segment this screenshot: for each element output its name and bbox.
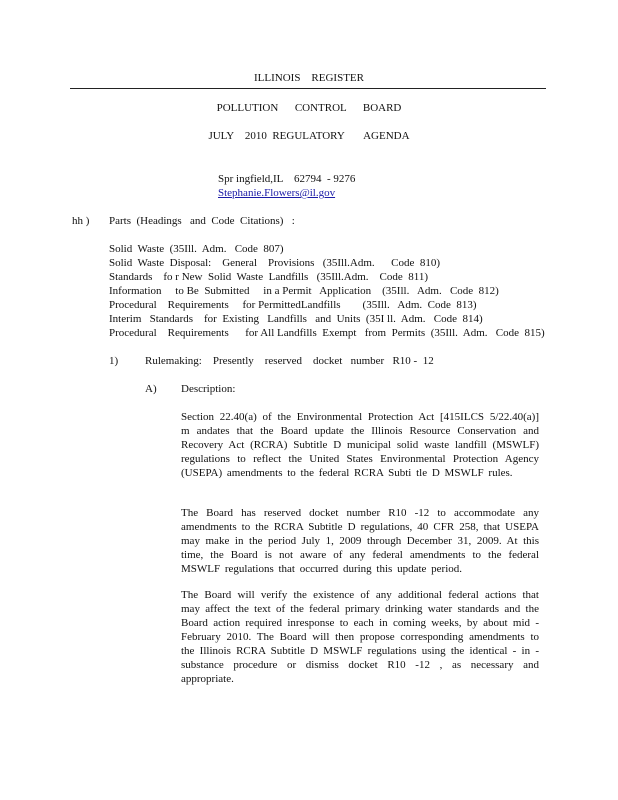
- agenda-title: JULY 2010 REGULATORY AGENDA: [208, 130, 410, 142]
- description-paragraph: The Board will verify the existence of any additional federal actions that may affect the text of the federal primary drinking water standards and the Board action required inresponse to each in coming weeks, by about mid - February 2010. The Board will then propose corresponding amendments to the Illinois RCRA Subtitle D MSWLF regulations using the identical - in -substance procedure or dismiss docket R10 -12 , as necessary and appropriate.: [181, 589, 539, 685]
- description-paragraph: Section 22.40(a) of the Environmental Protection Act [415ILCS 5/22.40(a)] m andates that the Board update the Illinois Resource Conservation and Recovery Act (RCRA) Subtitle D municipal solid waste landfill (MSWLF) regulations to reflect the United States Environmental Protection Agency (USEPA) amendments to the federal RCRA Subti tle D MSWLF rules.: [181, 411, 539, 479]
- subitem-letter: A): [145, 383, 157, 395]
- header-rule: [70, 88, 546, 89]
- section-marker: hh ): [72, 215, 90, 227]
- contact-city-line: Spr ingfield,IL 62794 - 9276: [218, 173, 356, 185]
- part-line: Procedural Requirements for PermittedLandfills (35Ill. Adm. Code 813): [109, 299, 477, 311]
- description-paragraph: The Board has reserved docket number R10 -12 to accommodate any amendments to the RCRA Subtitle D regulations, 40 CFR 258, that USEPA may make in the period July 1, 2009 through December 31, 2009. At this time, the Board is not aware of any federal amendments to the federal MSWLF regulations that occurred during this update period.: [181, 507, 539, 575]
- part-line: Procedural Requirements for All Landfills Exempt from Permits (35Ill. Adm. Code 815): [109, 327, 545, 339]
- part-line: Information to Be Submitted in a Permit Application (35Ill. Adm. Code 812): [109, 285, 499, 297]
- part-line: Standards fo r New Solid Waste Landfills (35Ill.Adm. Code 811): [109, 271, 428, 283]
- rulemaking-line: Rulemaking: Presently reserved docket number R10 - 12: [145, 355, 434, 367]
- item-number: 1): [109, 355, 119, 367]
- part-line: Solid Waste (35Ill. Adm. Code 807): [109, 243, 284, 255]
- section-heading: Parts (Headings and Code Citations) :: [109, 215, 295, 227]
- register-title: ILLINOIS REGISTER: [254, 72, 364, 84]
- description-label: Description:: [181, 383, 236, 395]
- part-line: Interim Standards for Existing Landfills and Units (35I ll. Adm. Code 814): [109, 313, 483, 325]
- part-line: Solid Waste Disposal: General Provisions (35Ill.Adm. Code 810): [109, 257, 441, 269]
- agency-name: POLLUTION CONTROL BOARD: [216, 102, 402, 114]
- contact-email-link[interactable]: Stephanie.Flowers@il.gov: [218, 187, 336, 199]
